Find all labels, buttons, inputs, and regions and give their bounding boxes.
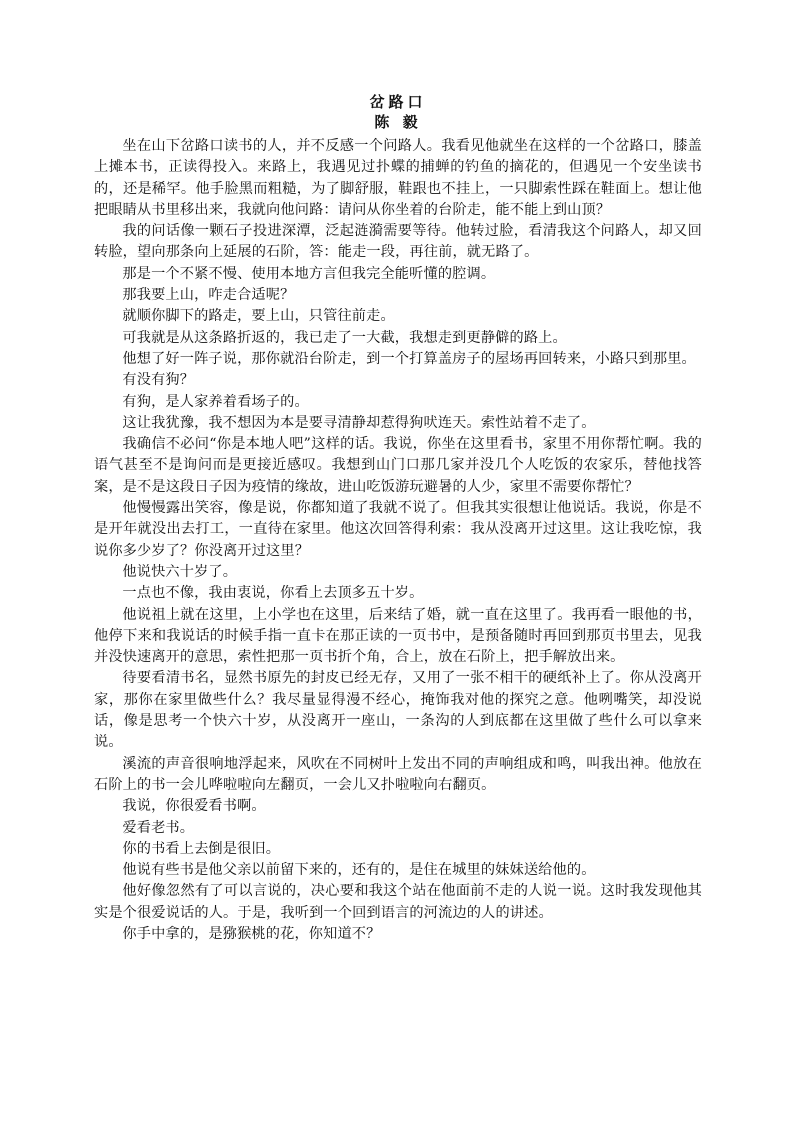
paragraph: 我确信不必问“你是本地人吧”这样的话。我说，你坐在这里看书，家里不用你帮忙啊。我的语气甚至不是询问而是更接近感叹。我想到山门口那几家并没几个人吃饭的农家乐，替他找答案，是不是这段日子因为疫情的缘故，进山吃饭游玩避暑的人少，家里不需要你帮忙？ xyxy=(94,436,702,495)
paragraph: 我的问话像一颗石子投进深潭，泛起涟漪需要等待。他转过脸，看清我这个问路人，却又回转脸，望向那条向上延展的石阶，答：能走一段，再往前，就无路了。 xyxy=(94,223,702,261)
paragraph: 可我就是从这条路折返的，我已走了一大截，我想走到更静僻的路上。 xyxy=(122,329,567,346)
paragraph: 他慢慢露出笑容，像是说，你都知道了我就不说了。但我其实很想让他说话。我说，你是不是开年就没出去打工，一直待在家里。他这次回答得利索：我从没离开过这里。这让我吃惊，我说你多少岁了？你没离开过这里？ xyxy=(94,500,702,559)
paragraph: 爱看老书。 xyxy=(122,819,195,836)
paragraph: 溪流的声音很响地浮起来，风吹在不同树叶上发出不同的声响组成和鸣，叫我出神。他放在石阶上的书一会儿哗啦啦向左翻页，一会儿又扑啦啦向右翻页。 xyxy=(94,755,702,793)
article-author: 陈 毅 xyxy=(374,113,422,131)
paragraph: 待要看清书名，显然书原先的封皮已经无存，又用了一张不相干的硬纸补上了。你从没离开家，那你在家里做些什么？我尽量显得漫不经心，掩饰我对他的探究之意。他咧嘴笑，却没说话，像是思考一个快六十岁，从没离开一座山，一条沟的人到底都在这里做了些什么可以拿来说。 xyxy=(94,670,702,751)
paragraph: 他好像忽然有了可以言说的，决心要和我这个站在他面前不走的人说一说。这时我发现他其实是个很爱说话的人。于是，我听到一个回到语言的河流边的人的讲述。 xyxy=(94,883,702,921)
paragraph: 他说有些书是他父亲以前留下来的，还有的，是住在城里的妹妹送给他的。 xyxy=(122,862,596,879)
paragraph: 我说，你很爱看书啊。 xyxy=(122,798,266,815)
paragraph: 那我要上山，咋走合适呢？ xyxy=(122,287,295,304)
paragraph: 他说祖上就在这里，上小学也在这里，后来结了婚，就一直在这里了。我再看一眼他的书，他停下来和我说话的时候手指一直卡在那正读的一页书中，是预备随时再回到那页书里去，见我并没快速离开的意思，索性把那一页书折个角，合上，放在石阶上，把手解放出来。 xyxy=(94,606,702,666)
paragraph: 这让我犹豫，我不想因为本是要寻清静却惹得狗吠连天。索性站着不走了。 xyxy=(122,414,596,431)
paragraph: 他说快六十岁了。 xyxy=(122,563,238,580)
article xyxy=(94,92,702,945)
paragraph: 你手中拿的，是猕猴桃的花，你知道不？ xyxy=(122,925,381,942)
paragraph: 有狗，是人家养着看场子的。 xyxy=(122,393,309,410)
paragraph: 有没有狗？ xyxy=(122,372,195,389)
paragraph: 一点也不像，我由衷说，你看上去顶多五十岁。 xyxy=(122,585,424,602)
paragraph: 坐在山下岔路口读书的人，并不反感一个问路人。我看见他就坐在这样的一个岔路口，膝盖上摊本书，正读得投入。来路上，我遇见过扑蝶的捕蝉的钓鱼的摘花的，但遇见一个安坐读书的，还是稀罕。他手脸黑而粗糙，为了脚舒服，鞋跟也不挂上，一只脚索性踩在鞋面上。想让他把眼睛从书里移出来，我就向他问路：请问从你坐着的台阶走，能不能上到山顶？ xyxy=(94,138,702,218)
paragraph: 那是一个不紧不慢、使用本地方言但我完全能听懂的腔调。 xyxy=(122,265,496,282)
paragraph: 就顺你脚下的路走，要上山，只管往前走。 xyxy=(122,308,395,325)
paragraph: 你的书看上去倒是很旧。 xyxy=(122,840,281,857)
article-title: 岔路口 xyxy=(369,93,427,111)
paragraph: 他想了好一阵子说，那你就沿台阶走，到一个打算盖房子的屋场再回转来，小路只到那里。 xyxy=(122,350,696,367)
